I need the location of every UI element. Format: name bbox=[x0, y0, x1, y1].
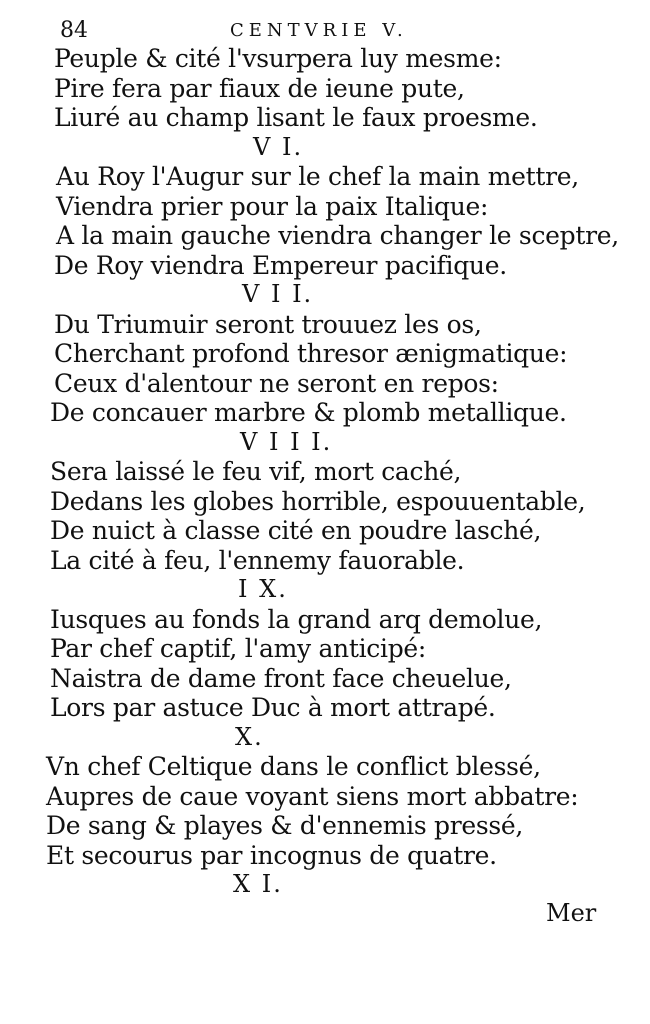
quatrain-numeral: V I I. bbox=[242, 280, 314, 308]
verse-line: Ceux d'alentour ne seront en repos: bbox=[54, 368, 499, 398]
verse-line: De sang & playes & d'ennemis pressé, bbox=[46, 811, 524, 840]
verse-line: Du Triumuir seront trouuez les os, bbox=[54, 309, 482, 339]
verse-line: Vn chef Celtique dans le conflict blessé, bbox=[46, 752, 541, 781]
verse-line: A la main gauche viendra changer le sceptre, bbox=[56, 221, 619, 250]
verse-line: Pire fera par fiaux de ieune pute, bbox=[54, 73, 465, 103]
verse-line: De concauer marbre & plomb metallique. bbox=[50, 398, 567, 427]
verse-line: Liuré au champ lisant le faux proesme. bbox=[54, 103, 538, 132]
verse-line: Sera laissé le feu vif, mort caché, bbox=[50, 457, 462, 486]
quatrain-text bbox=[46, 44, 619, 900]
verse-line: Peuple & cité l'vsurpera luy mesme: bbox=[54, 44, 502, 73]
quatrain-numeral: V I I I. bbox=[240, 427, 333, 456]
verse-line: De Roy viendra Empereur pacifique. bbox=[54, 250, 507, 280]
verse-line: Au Roy l'Augur sur le chef la main mettre, bbox=[56, 162, 579, 191]
catchword: Mer bbox=[546, 899, 597, 927]
verse-line: Dedans les globes horrible, espouuentable, bbox=[50, 486, 586, 516]
verse-line: La cité à feu, l'ennemy fauorable. bbox=[50, 545, 465, 575]
verse-line: Naistra de dame front face cheuelue, bbox=[50, 663, 512, 693]
verse-line: Cherchant profond thresor ænigmatique: bbox=[54, 339, 568, 368]
verse-line: Par chef captif, l'amy anticipé: bbox=[50, 634, 427, 663]
verse-line: De nuict à classe cité en poudre lasché, bbox=[50, 516, 542, 545]
quatrain-numeral: I X. bbox=[238, 575, 288, 603]
verse-line: Viendra prier pour la paix Italique: bbox=[56, 191, 489, 221]
quatrain-numeral: X I. bbox=[233, 870, 283, 898]
verse-line: Lors par astuce Duc à mort attrapé. bbox=[50, 693, 496, 722]
running-title: CENTVRIE V. bbox=[230, 20, 408, 41]
page-number: 84 bbox=[60, 18, 88, 43]
quatrain-numeral: V I. bbox=[253, 132, 304, 161]
verse-line: Aupres de caue voyant siens mort abbatre: bbox=[46, 781, 579, 811]
verse-line: Et secourus par incognus de quatre. bbox=[46, 840, 497, 870]
verse-line: Iusques au fonds la grand arq demolue, bbox=[50, 604, 543, 634]
quatrain-numeral: X. bbox=[235, 722, 264, 751]
